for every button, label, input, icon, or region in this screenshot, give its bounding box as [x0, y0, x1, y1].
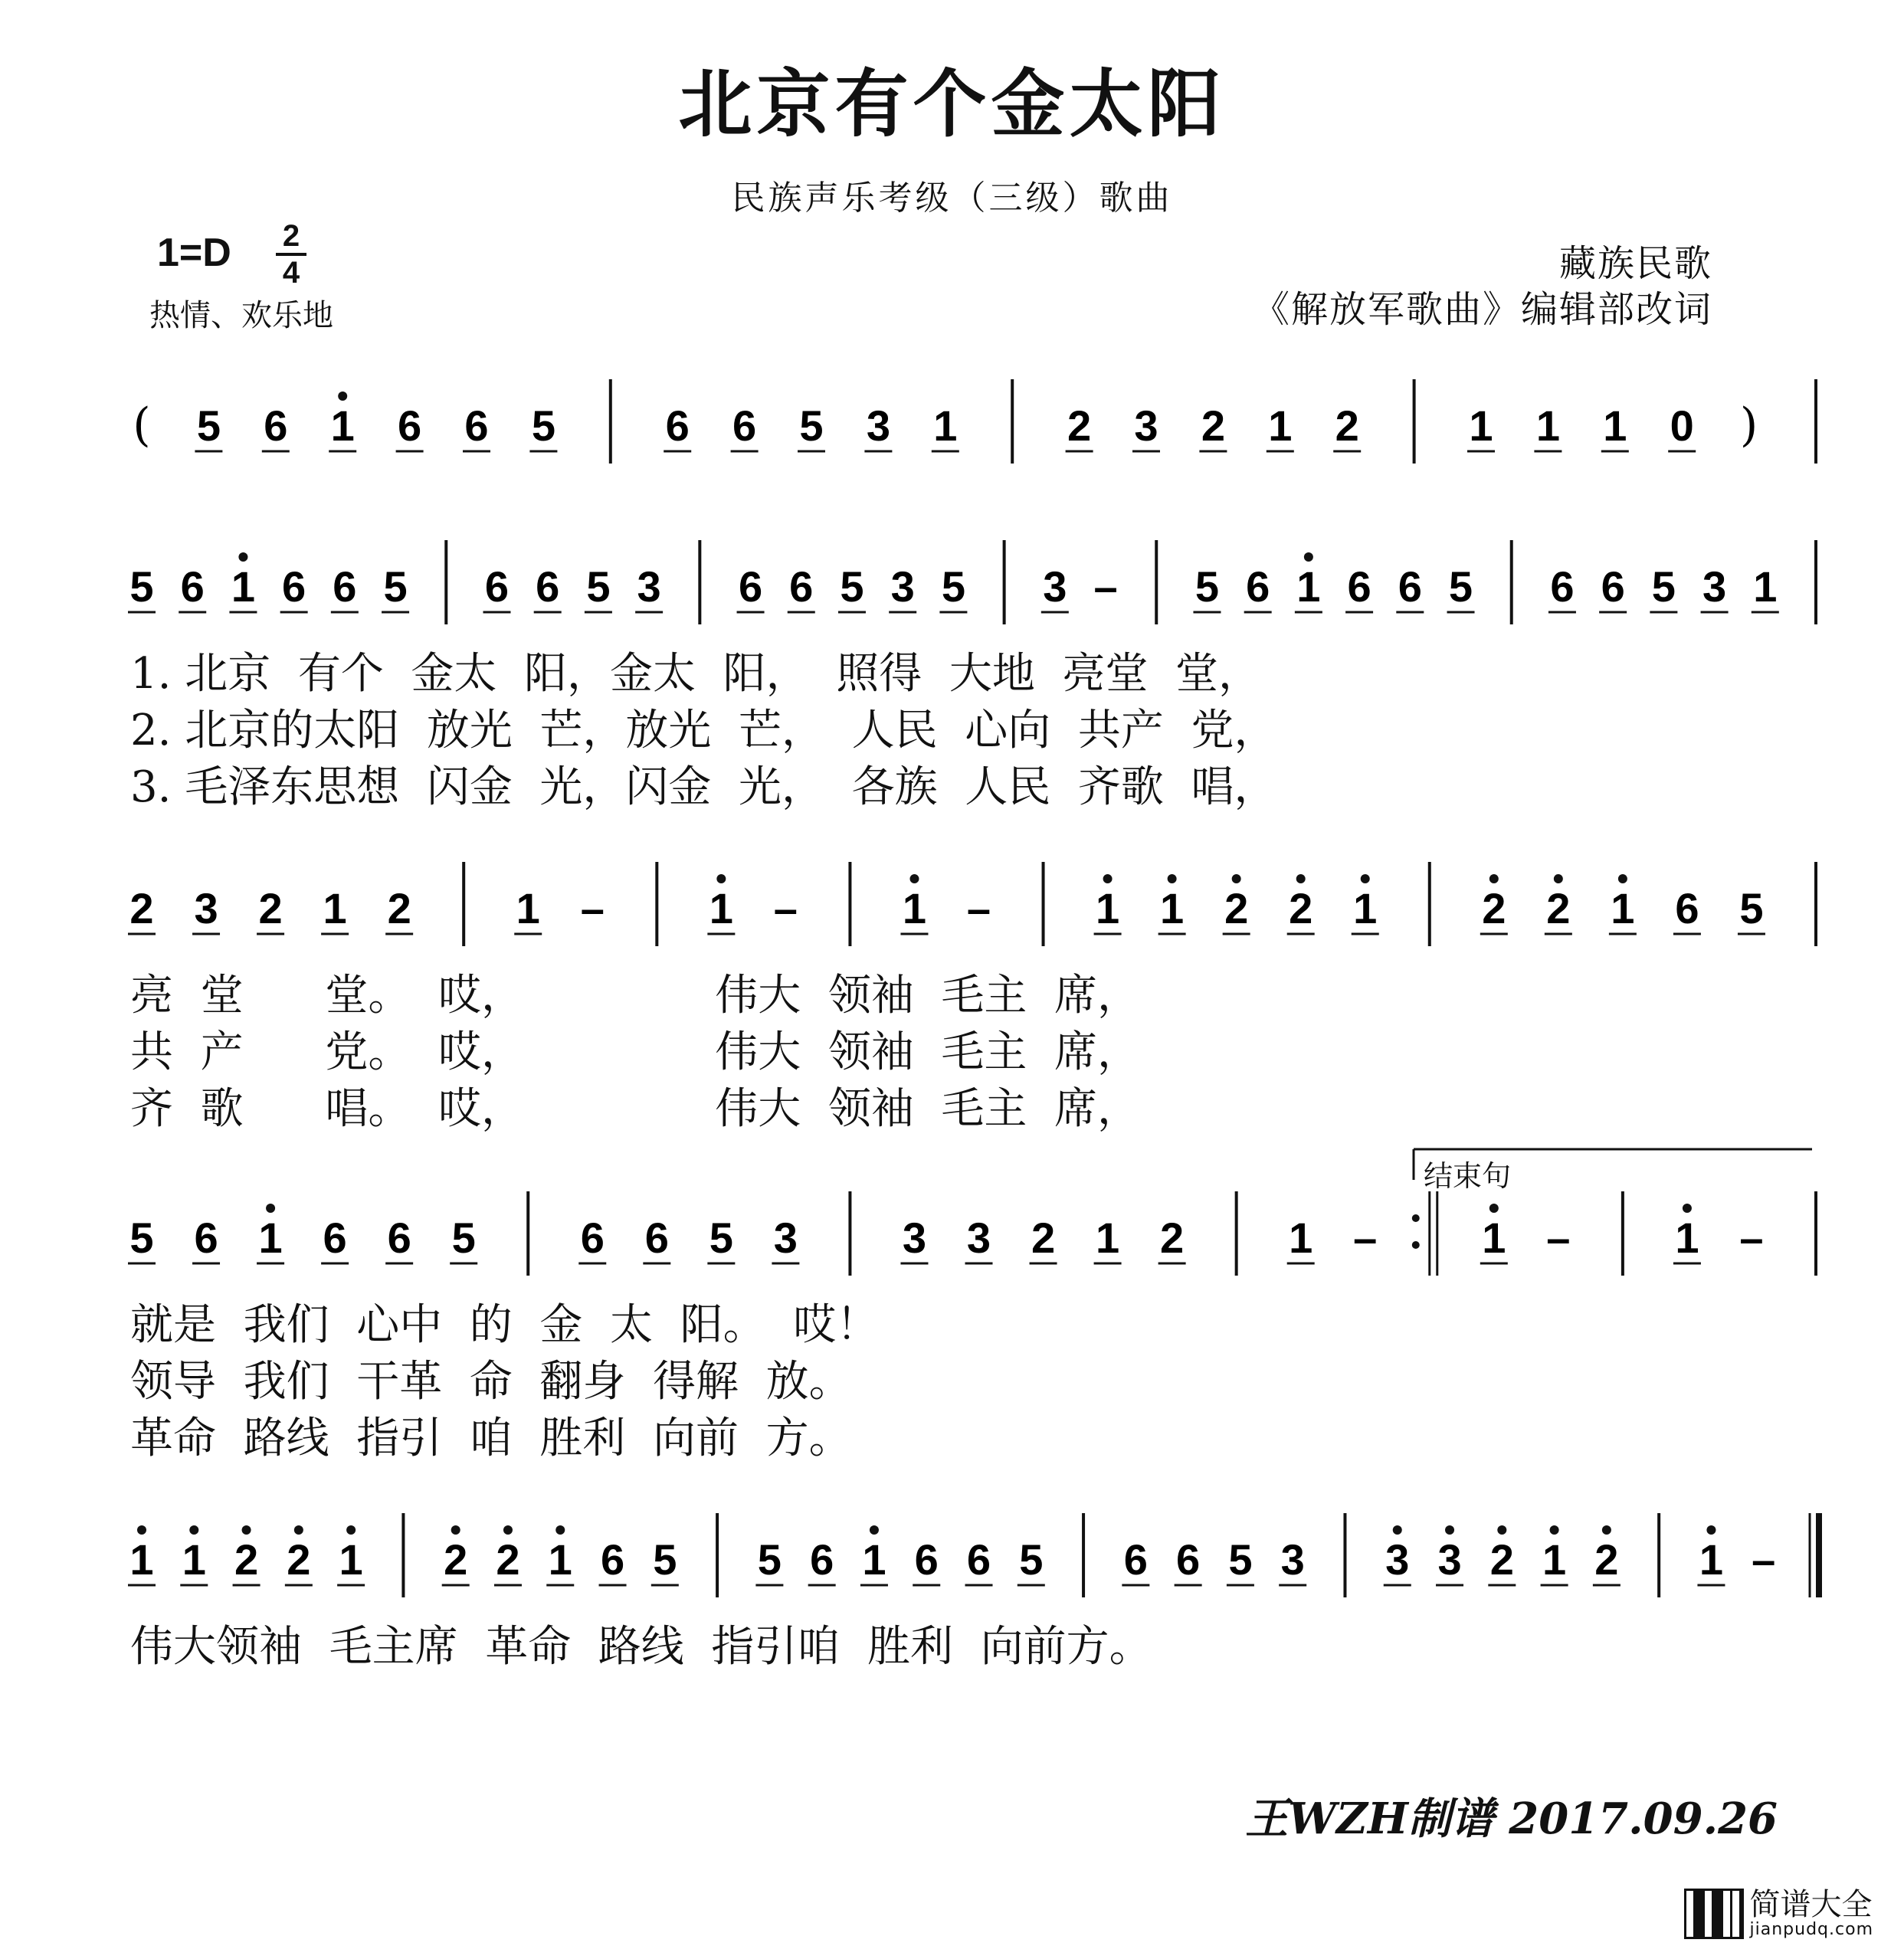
- note: 1: [902, 884, 927, 932]
- note: 3: [866, 401, 890, 450]
- note: 1: [1095, 884, 1120, 932]
- octave-dot: [1393, 1525, 1402, 1535]
- note: 5: [941, 562, 965, 611]
- paren: ): [1739, 398, 1758, 452]
- note: –: [966, 884, 991, 932]
- note: –: [1546, 1214, 1571, 1262]
- note: 2: [258, 884, 283, 932]
- note: 5: [653, 1535, 677, 1584]
- note: 2: [1594, 1535, 1619, 1584]
- note: 6: [1601, 562, 1625, 611]
- note: 1: [1535, 401, 1560, 450]
- note: 2: [1031, 1214, 1056, 1262]
- note: 2: [234, 1535, 259, 1584]
- note: 1: [1699, 1535, 1724, 1584]
- note: 6: [914, 1535, 939, 1584]
- note: 3: [194, 884, 218, 932]
- note: 3: [773, 1214, 798, 1262]
- octave-dot: [294, 1525, 303, 1535]
- watermark-url: jianpudq.com: [1749, 1919, 1873, 1939]
- note: 1: [933, 401, 958, 450]
- octave-dot: [1489, 874, 1499, 883]
- note: 5: [1651, 562, 1676, 611]
- lyric-line: 就是 我们 心中 的 金 太 阳。 哎！: [130, 1300, 880, 1350]
- song-origin: 藏族民歌: [1558, 242, 1712, 285]
- lyric-line: 伟大领袖 毛主席 革命 路线 指引咱 胜利 向前方。: [130, 1622, 1152, 1672]
- note: 1: [1753, 562, 1778, 611]
- note: 5: [840, 562, 864, 611]
- note: 3: [1702, 562, 1727, 611]
- note: 1: [1603, 401, 1627, 450]
- song-subtitle: 民族声乐考级（三级）歌曲: [731, 179, 1173, 218]
- lyric-arranger: 《解放军歌曲》编辑部改词: [1252, 288, 1712, 331]
- note: –: [1093, 562, 1118, 611]
- note: 5: [129, 562, 154, 611]
- lyric-line: 领导 我们 干革 命 翻身 得解 放。: [130, 1357, 852, 1407]
- octave-dot: [137, 1525, 146, 1535]
- time-signature-top: 2: [282, 219, 300, 253]
- octave-dot: [338, 391, 347, 401]
- note: 2: [1201, 401, 1225, 450]
- song-title: 北京有个金太阳: [678, 61, 1226, 147]
- time-signature-bottom: 4: [282, 256, 300, 290]
- note: 5: [196, 401, 221, 450]
- note: –: [1752, 1535, 1776, 1584]
- note: 6: [600, 1535, 625, 1584]
- note: 1: [231, 562, 256, 611]
- note: 1: [1268, 401, 1293, 450]
- note: 1: [1675, 1214, 1699, 1262]
- note: 5: [586, 562, 611, 611]
- note: 5: [1448, 562, 1473, 611]
- note: 1: [182, 1535, 206, 1584]
- note: 6: [580, 1214, 605, 1262]
- piano-logo-icon: [1684, 1889, 1744, 1939]
- lyric-line: 3. 毛泽东思想 闪金 光，闪金 光， 各族 人民 齐歌 唱，: [130, 762, 1277, 812]
- note: 1: [258, 1214, 283, 1262]
- octave-dot: [1602, 1525, 1611, 1535]
- ending-label: 结束句: [1424, 1159, 1512, 1193]
- note: 2: [1289, 884, 1313, 932]
- note: 6: [464, 401, 489, 450]
- note: 5: [757, 1535, 782, 1584]
- note: 6: [484, 562, 510, 611]
- note: 5: [1228, 1535, 1253, 1584]
- note: 6: [1347, 562, 1371, 611]
- watermark-name: 简谱大全: [1749, 1886, 1873, 1922]
- octave-dot: [1683, 1204, 1692, 1213]
- note: –: [1353, 1214, 1378, 1262]
- octave-dot: [189, 1525, 198, 1535]
- tempo-marking: 热情、欢乐地: [149, 298, 333, 333]
- note: 2: [129, 884, 154, 932]
- note: 1: [1289, 1214, 1313, 1262]
- octave-dot: [555, 1525, 565, 1535]
- note: 1: [1296, 562, 1321, 611]
- octave-dot: [266, 1204, 275, 1213]
- note: 2: [1335, 401, 1359, 450]
- lyric-line: 亮 堂 堂。 哎， 伟大 领袖 毛主 席，: [130, 971, 1141, 1021]
- note: 1: [339, 1535, 363, 1584]
- note: 2: [387, 884, 411, 932]
- lyric-line: 共 产 党。 哎， 伟大 领袖 毛主 席，: [130, 1027, 1141, 1077]
- octave-dot: [870, 1525, 879, 1535]
- note: 6: [282, 562, 306, 611]
- octave-dot: [1103, 874, 1113, 883]
- note: 6: [333, 562, 357, 611]
- note: 1: [1482, 1214, 1506, 1262]
- note: 6: [1246, 562, 1270, 611]
- note: 6: [810, 1535, 834, 1584]
- key-signature: 1=D: [157, 231, 231, 275]
- note: 5: [531, 401, 555, 450]
- note: 2: [1224, 884, 1249, 932]
- octave-dot: [1445, 1525, 1454, 1535]
- note: 2: [444, 1535, 468, 1584]
- note: 3: [1043, 562, 1067, 611]
- octave-dot: [1497, 1525, 1506, 1535]
- note: 6: [1176, 1535, 1201, 1584]
- note: 1: [1469, 401, 1493, 450]
- note: 2: [1482, 884, 1506, 932]
- note: 1: [129, 1535, 154, 1584]
- note: 2: [1160, 1214, 1185, 1262]
- note: 6: [1398, 562, 1422, 611]
- watermark: [1684, 1886, 1873, 1939]
- note: 2: [1067, 401, 1092, 450]
- note: 5: [383, 562, 408, 611]
- note: 1: [323, 884, 347, 932]
- note: 6: [387, 1214, 411, 1262]
- note: 1: [1611, 884, 1635, 932]
- note: 6: [732, 401, 757, 450]
- note: 5: [1019, 1535, 1044, 1584]
- note: 3: [902, 1214, 927, 1262]
- note: 3: [890, 562, 915, 611]
- note: 1: [709, 884, 733, 932]
- note: 3: [1385, 1535, 1410, 1584]
- note: 5: [1739, 884, 1764, 932]
- octave-dot: [1618, 874, 1627, 883]
- note: –: [773, 884, 798, 932]
- note: 1: [548, 1535, 572, 1584]
- note: 3: [637, 562, 661, 611]
- octave-dot: [503, 1525, 513, 1535]
- octave-dot: [1554, 874, 1563, 883]
- octave-dot: [716, 874, 726, 883]
- note: 6: [738, 562, 763, 611]
- note: 6: [1675, 884, 1699, 932]
- note: 6: [323, 1214, 347, 1262]
- note: 3: [1437, 1535, 1462, 1584]
- repeat-dot: [1412, 1214, 1420, 1222]
- transcriber-credit: 王WZH制谱 2017.09.26: [1245, 1794, 1778, 1844]
- note: 6: [180, 562, 205, 611]
- lyric-line: 革命 路线 指引 咱 胜利 向前 方。: [130, 1414, 852, 1463]
- octave-dot: [451, 1525, 460, 1535]
- octave-dot: [1489, 1204, 1499, 1213]
- octave-dot: [346, 1525, 356, 1535]
- lyric-line: 齐 歌 唱。 哎， 伟大 领袖 毛主 席，: [130, 1084, 1141, 1134]
- octave-dot: [1706, 1525, 1716, 1535]
- note: 0: [1670, 401, 1694, 450]
- note: 6: [966, 1535, 991, 1584]
- note: 2: [496, 1535, 520, 1584]
- note: 3: [966, 1214, 991, 1262]
- octave-dot: [1168, 874, 1177, 883]
- note: 1: [330, 401, 355, 450]
- octave-dot: [909, 874, 919, 883]
- repeat-dot: [1412, 1241, 1420, 1249]
- note: 6: [789, 562, 814, 611]
- note: 3: [1280, 1535, 1305, 1584]
- lyric-line: 1. 北京 有个 金太 阳，金太 阳， 照得 大地 亮堂 堂，: [130, 649, 1262, 699]
- octave-dot: [1232, 874, 1241, 883]
- octave-dot: [1296, 874, 1306, 883]
- note: 6: [1550, 562, 1575, 611]
- note: 6: [665, 401, 690, 450]
- note: 2: [1489, 1535, 1514, 1584]
- note: 1: [862, 1535, 886, 1584]
- note: 5: [1195, 562, 1220, 611]
- note: 1: [1160, 884, 1185, 932]
- note: 3: [1134, 401, 1158, 450]
- note: –: [1739, 1214, 1764, 1262]
- octave-dot: [1550, 1525, 1559, 1535]
- note: 6: [1123, 1535, 1148, 1584]
- octave-dot: [238, 552, 247, 562]
- note: 2: [1546, 884, 1571, 932]
- paren: (: [133, 398, 151, 452]
- note: 6: [536, 562, 560, 611]
- note: 1: [1353, 884, 1378, 932]
- note: 1: [1095, 1214, 1120, 1262]
- note: 6: [644, 1214, 669, 1262]
- note: –: [580, 884, 605, 932]
- octave-dot: [1304, 552, 1313, 562]
- note: 5: [709, 1214, 733, 1262]
- lyric-line: 2. 北京的太阳 放光 芒，放光 芒， 人民 心向 共产 党，: [130, 706, 1277, 755]
- note: 2: [287, 1535, 311, 1584]
- note: 6: [194, 1214, 218, 1262]
- note: 6: [264, 401, 288, 450]
- note: 5: [799, 401, 824, 450]
- octave-dot: [1361, 874, 1370, 883]
- note: 1: [516, 884, 540, 932]
- note: 5: [129, 1214, 154, 1262]
- octave-dot: [242, 1525, 251, 1535]
- note: 5: [451, 1214, 476, 1262]
- note: 1: [1542, 1535, 1567, 1584]
- note: 6: [398, 401, 422, 450]
